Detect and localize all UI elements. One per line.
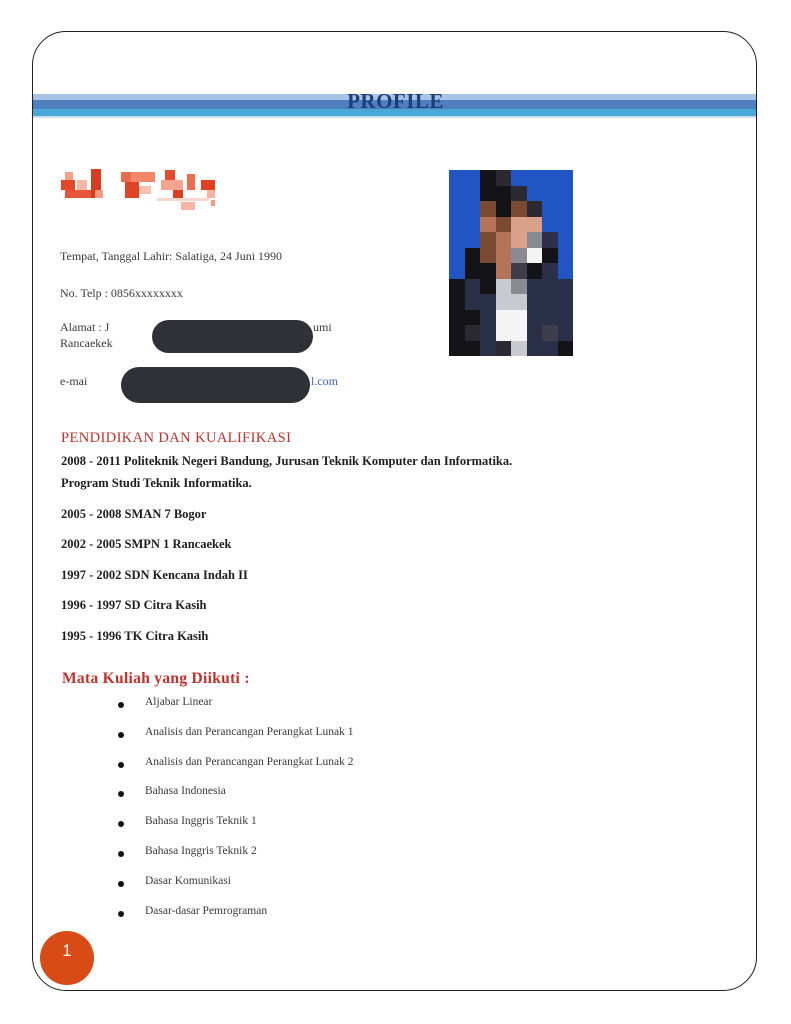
photo-pixel [511,279,527,295]
photo-pixel [480,170,496,186]
photo-pixel [511,294,527,310]
education-item: 2005 - 2008 SMAN 7 Bogor [61,507,207,521]
photo-pixel [480,310,496,326]
photo-pixel [511,325,527,341]
photo-pixel [465,232,481,248]
photo-pixel [449,263,465,279]
education-heading: PENDIDIKAN DAN KUALIFIKASI [61,430,292,446]
photo-pixel [542,232,558,248]
photo-pixel [496,294,512,310]
bullet-icon [118,881,124,887]
photo-pixel [480,248,496,264]
photo-pixel [496,341,512,357]
photo-pixel [480,263,496,279]
photo-pixel [449,217,465,233]
photo-pixel [558,341,574,357]
photo-pixel [496,170,512,186]
photo-pixel [511,232,527,248]
photo-pixel [558,170,574,186]
photo-pixel [449,279,465,295]
phone-info: No. Telp : 0856xxxxxxxx [60,286,183,300]
photo-pixel [542,341,558,357]
email-redaction [121,367,310,403]
photo-pixel [465,294,481,310]
photo-pixel [542,294,558,310]
photo-pixel [527,248,543,264]
address-line-2-start: Rancaekek [60,336,113,350]
page-number-badge: 1 [40,931,94,985]
photo-pixel [496,217,512,233]
photo-pixel [496,310,512,326]
photo-pixel [558,310,574,326]
photo-pixel [465,279,481,295]
photo-pixel [496,186,512,202]
education-item: Program Studi Teknik Informatika. [61,476,252,490]
photo-pixel [511,310,527,326]
photo-pixel [511,341,527,357]
photo-pixel [496,232,512,248]
photo-pixel [527,294,543,310]
photo-pixel [465,217,481,233]
photo-pixel [480,279,496,295]
photo-pixel [496,263,512,279]
photo-pixel [558,217,574,233]
photo-pixel [558,294,574,310]
photo-pixel [449,232,465,248]
photo-pixel [527,325,543,341]
photo-pixel [449,186,465,202]
education-item: 1995 - 1996 TK Citra Kasih [61,629,209,643]
education-item: 1996 - 1997 SD Citra Kasih [61,598,207,612]
photo-pixel [465,310,481,326]
email-start: e-mai [60,374,88,388]
photo-pixel [449,248,465,264]
photo-pixel [496,325,512,341]
photo-pixel [527,310,543,326]
education-item: 1997 - 2002 SDN Kencana Indah II [61,568,248,582]
photo-pixel [496,248,512,264]
photo-pixel [542,201,558,217]
photo-pixel [480,325,496,341]
photo-pixel [527,217,543,233]
address-line-end: umi [313,320,332,334]
photo-pixel [527,201,543,217]
photo-pixel [542,325,558,341]
address-line-start: Alamat : J [60,320,110,334]
photo-pixel [465,248,481,264]
photo-pixel [511,217,527,233]
photo-pixel [542,310,558,326]
photo-pixel [449,310,465,326]
photo-pixel [480,294,496,310]
bullet-icon [118,851,124,857]
photo-pixel [449,294,465,310]
courses-heading: Mata Kuliah yang Diikuti : [62,670,250,687]
photo-pixel [480,217,496,233]
education-item: 2008 - 2011 Politeknik Negeri Bandung, Jurusan Teknik Komputer dan Informatika. [61,454,513,468]
photo-pixel [527,170,543,186]
photo-pixel [527,263,543,279]
photo-pixel [465,186,481,202]
bullet-icon [118,762,124,768]
photo-pixel [465,325,481,341]
photo-pixel [465,170,481,186]
profile-photo [449,170,573,356]
photo-pixel [449,201,465,217]
photo-pixel [449,341,465,357]
photo-pixel [527,232,543,248]
photo-pixel [558,201,574,217]
photo-pixel [480,341,496,357]
photo-pixel [527,186,543,202]
photo-pixel [558,279,574,295]
photo-pixel [542,217,558,233]
photo-pixel [480,201,496,217]
photo-pixel [480,186,496,202]
photo-pixel [449,325,465,341]
photo-pixel [465,263,481,279]
photo-pixel [527,279,543,295]
obscured-name [61,169,215,214]
photo-pixel [511,263,527,279]
photo-pixel [496,279,512,295]
photo-pixel [465,201,481,217]
photo-pixel [527,341,543,357]
photo-pixel [542,186,558,202]
photo-pixel [542,170,558,186]
photo-pixel [511,170,527,186]
photo-pixel [542,263,558,279]
photo-pixel [511,201,527,217]
address-redaction [152,320,313,353]
photo-pixel [558,232,574,248]
photo-pixel [558,186,574,202]
photo-pixel [496,201,512,217]
bullet-icon [118,911,124,917]
photo-pixel [511,248,527,264]
photo-pixel [465,341,481,357]
education-item: 2002 - 2005 SMPN 1 Rancaekek [61,537,232,551]
photo-pixel [558,248,574,264]
photo-pixel [480,232,496,248]
photo-pixel [449,170,465,186]
photo-pixel [542,279,558,295]
photo-pixel [558,325,574,341]
header-band [33,116,756,118]
bullet-icon [118,732,124,738]
birth-info: Tempat, Tanggal Lahir: Salatiga, 24 Juni 1990 [60,249,283,263]
email-end: l.com [311,374,338,388]
bullet-icon [118,702,124,708]
photo-pixel [558,263,574,279]
photo-pixel [542,248,558,264]
photo-pixel [511,186,527,202]
page-title: PROFILE [347,89,444,113]
